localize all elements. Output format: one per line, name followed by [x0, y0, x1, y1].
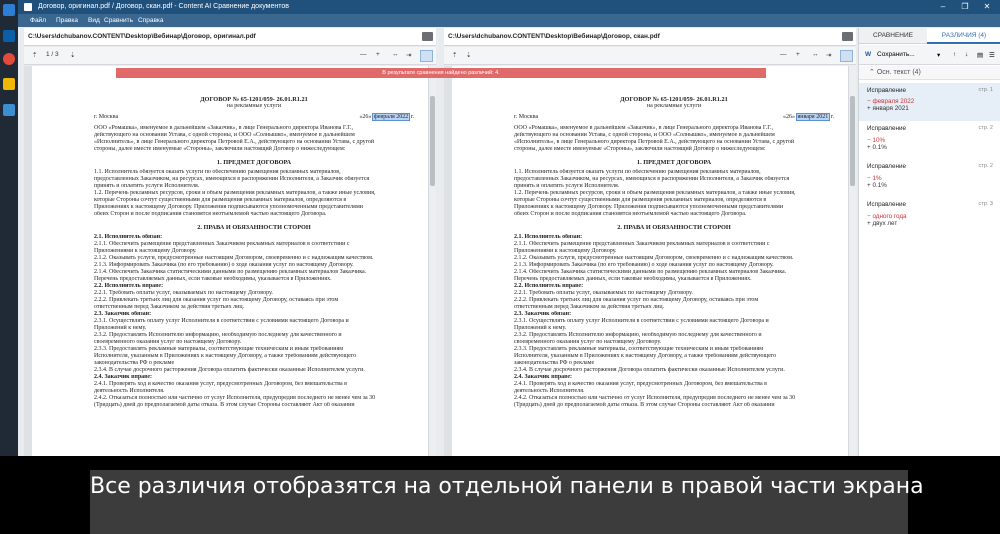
diff-highlight[interactable]: февраля 2022 — [373, 114, 409, 120]
section-1-title: 1. ПРЕДМЕТ ДОГОВОРА — [216, 159, 292, 166]
page-indicator[interactable]: 1 / 3 — [46, 51, 59, 58]
title-bar — [18, 0, 1000, 14]
difference-item[interactable]: Исправление стр. 2 − 1% + 0.1% — [867, 163, 993, 189]
app-window-icon[interactable] — [3, 104, 15, 116]
app-icon[interactable] — [3, 30, 15, 42]
file-explorer-icon[interactable] — [3, 78, 15, 90]
scrollbar-thumb[interactable] — [430, 96, 435, 186]
doc-subtitle: на рекламные услуги — [226, 103, 282, 109]
list-view-icon[interactable]: ☰ — [989, 52, 995, 59]
diff-highlight[interactable]: января 2021 — [797, 114, 829, 120]
zoom-out-icon[interactable]: — — [780, 51, 787, 58]
fit-width-icon[interactable]: ↔ — [812, 51, 819, 58]
right-path[interactable]: C:\Users\dchubanov.CONTENT\Desktop\Вебинар\Договор, скан.pdf — [448, 33, 660, 40]
left-document-text: ДОГОВОР № 65-1201/059- 26.01.R1.21 на рекламные услуги г. Москва «26» февраля 2022 г. ООО «Ромашка», именуемое в дальнейшем «Заказчик», в лице Генерального директора Иванова Г.Г., действующего на основании Устава, с одной стороны, и ООО «Солнышко», именуемое в дальнейшем «Исполнитель», в лице Генерального директора Петровой Е.А., действующего на основании Устава, с другой стороны, далее вместе именуемые «Стороны», заключили настоящий Договор о нижеследующем: 1. ПРЕДМЕТ ДОГОВОРА 1.1. Исполнитель обязуется оказать услуги по обеспечению размещения рекламных материалов, предоставленных Заказчиком, на ресурсах, имеющихся в распоряжении Исполнителя, а Заказчик обязуется принять и оплатить услуги Исполнителя. 1.2. Перечень рекламных ресурсов, сроки и объем размещения рекламных материалов, а также иные условия, которые Стороны сочтут существенными для размещения рекламных материалов, определяются в Приложениях к настоящему Договору. Приложения подписываются уполномоченными представителями обеих Сторон и после подписания становятся неотъемлемой частью настоящего Договора. 2. ПРАВА И ОБЯЗАННОСТИ СТОРОН 2.1. Исполнитель обязан: 2.1.1. Обеспечить размещение представленных Заказчиком рекламных материалов в соответствии с Приложениями к настоящему Договору. 2.1.2. Оказывать услуги, предусмотренные настоящим Договором, своевременно и с надлежащим качеством. 2.1.3. Информировать Заказчика (по его требованию) о ходе оказания услуг по настоящему Договору. 2.1.4. Обеспечить Заказчика статистическими данными по размещению рекламных материалов Заказчика. Перечень предоставляемых данных, если таковые необходимы, указывается в Приложениях. 2.2. Исполнитель вправе: 2.2.1. Требовать оплаты услуг, оказываемых по настоящему Договору. 2.2.2. Привлекать третьих лиц для оказания услуг по настоящему Договору, оставаясь при этом ответственным перед Заказчиком за действия третьих лиц. 2.3. Заказчик обязан: 2.3.1. Осуществлять оплату услуг Исполнителя в соответствии с условиями настоящего Договора и Приложений к нему. 2.3.2. Предоставлять Исполнителю информацию, необходимую последнему для качественного и своевременного оказания услуг по настоящему Договору. 2.3.3. Предоставлять рекламные материалы, соответствующие техническим и иным требованиям Исполнителя, указанным в Приложениях к настоящему Договору, а также требованиям действующего законодательства РФ о рекламе 2.3.4. В случае досрочного расторжения Договора оплатить фактически оказанные Исполнителем услуги. 2.4. Заказчик вправе: 2.4.1. Проверять ход и качество оказания услуг, предусмотренных Договором, без вмешательства в деятельность Исполнителя. 2.4.2. Отказаться полностью или частично от услуг Исполнителя, предупредив последнего не менее чем за 30 (Тридцать) дней до предполагаемой даты отказа. В этом случае Стороны составляют Акт об оказании — [94, 96, 414, 408]
section-2-title: 2. ПРАВА И ОБЯЗАННОСТИ СТОРОН — [197, 224, 311, 231]
group-header[interactable]: ⌃ Осн. текст (4) — [859, 66, 1000, 80]
menu-compare[interactable]: Сравнить — [104, 17, 133, 24]
doc-city-date: г. Москва «26» февраля 2022 г. — [94, 114, 414, 120]
fit-page-icon[interactable]: ⇥ — [826, 52, 832, 59]
difference-item[interactable]: Исправление стр. 2 − 10% + 0.1% — [867, 125, 993, 151]
right-document-pane[interactable] — [444, 66, 848, 456]
chrome-icon[interactable] — [3, 53, 15, 65]
page-up-icon[interactable]: ⇡ — [32, 52, 38, 59]
video-caption: Все различия отобразятся на отдельной панели в правой части экрана — [90, 474, 924, 499]
right-scrollbar[interactable] — [848, 66, 856, 456]
fit-width-icon[interactable]: ↔ — [392, 51, 399, 58]
fit-page-icon[interactable]: ⇥ — [406, 52, 412, 59]
doc-title: ДОГОВОР № 65-1201/059- 26.01.R1.21 — [620, 96, 728, 103]
sync-scroll-icon[interactable] — [840, 50, 853, 62]
folder-icon[interactable] — [842, 32, 853, 41]
difference-item[interactable]: Исправление стр. 3 − одного года + двух лет — [867, 201, 993, 227]
doc-subtitle: на рекламные услуги — [646, 103, 702, 109]
left-doc-toolbar — [24, 47, 436, 65]
comparison-result-banner: В результате сравнения найдено различий: 4. — [116, 68, 766, 78]
right-path-bar — [444, 28, 856, 46]
menu-view[interactable]: Вид — [88, 17, 100, 24]
page-down-icon[interactable]: ⇣ — [70, 52, 76, 59]
os-taskbar — [0, 0, 18, 534]
right-doc-toolbar — [444, 47, 856, 65]
differences-toolbar — [859, 45, 1000, 65]
differences-panel — [858, 28, 1000, 456]
doc-city-date: г. Москва «26» января 2021 г. — [514, 114, 834, 120]
windows-start-icon[interactable] — [3, 4, 15, 16]
sync-scroll-icon[interactable] — [420, 50, 433, 62]
word-icon[interactable]: W — [865, 51, 872, 58]
zoom-out-icon[interactable]: — — [360, 51, 367, 58]
delete-icon[interactable]: ▤ — [977, 52, 984, 59]
left-path[interactable]: C:\Users\dchubanov.CONTENT\Desktop\Вебинар\Договор, оригинал.pdf — [28, 33, 256, 40]
close-icon[interactable]: ✕ — [983, 2, 991, 11]
zoom-in-icon[interactable]: + — [376, 51, 380, 58]
difference-item[interactable]: Исправление стр. 1 − февраля 2022 + января 2021 — [859, 83, 1000, 121]
zoom-in-icon[interactable]: + — [796, 51, 800, 58]
left-path-bar — [24, 28, 436, 46]
page-down-icon[interactable]: ⇣ — [466, 52, 472, 59]
arrow-up-icon[interactable]: ↑ — [953, 51, 957, 58]
save-dropdown[interactable]: Сохранить... — [877, 51, 915, 58]
menu-bar — [18, 14, 1000, 27]
minimize-icon[interactable]: – — [940, 2, 946, 11]
scrollbar-thumb[interactable] — [850, 96, 855, 186]
chevron-icon: ⌃ — [869, 69, 877, 76]
maximize-icon[interactable]: ❐ — [961, 2, 969, 11]
left-document-pane[interactable] — [24, 66, 428, 456]
menu-file[interactable]: Файл — [30, 17, 46, 24]
right-page — [452, 66, 848, 456]
section-1-title: 1. ПРЕДМЕТ ДОГОВОРА — [636, 159, 712, 166]
menu-edit[interactable]: Правка — [56, 17, 78, 24]
right-document-text: ДОГОВОР № 65-1201/059- 26.01.R1.21 на рекламные услуги г. Москва «26» января 2021 г. ООО «Ромашка», именуемое в дальнейшем «Заказчик», в лице Генерального директора Иванова Г.Г., действующего на основании Устава, с одной стороны, и ООО «Солнышко», именуемое в дальнейшем «Исполнитель», в лице Генерального директора Петровой Е.А., действующего на основании Устава, с другой стороны, далее вместе именуемые «Стороны», заключили настоящий Договор о нижеследующем: 1. ПРЕДМЕТ ДОГОВОРА 1.1. Исполнитель обязуется оказать услуги по обеспечению размещения рекламных материалов, предоставленных Заказчиком, на ресурсах, имеющихся в распоряжении Исполнителя, а Заказчик обязуется принять и оплатить услуги Исполнителя. 1.2. Перечень рекламных ресурсов, сроки и объем размещения рекламных материалов, а также иные условия, которые Стороны сочтут существенными для размещения рекламных материалов, определяются в Приложениях к настоящему Договору. Приложения подписываются уполномоченными представителями обеих Сторон и после подписания становятся неотъемлемой частью настоящего Договора. 2. ПРАВА И ОБЯЗАННОСТИ СТОРОН 2.1. Исполнитель обязан: 2.1.1. Обеспечить размещение представленных Заказчиком рекламных материалов в соответствии с Приложениями к настоящему Договору. 2.1.2. Оказывать услуги, предусмотренные настоящим Договором, своевременно и с надлежащим качеством. 2.1.3. Информировать Заказчика (по его требованию) о ходе оказания услуг по настоящему Договору. 2.1.4. Обеспечить Заказчика статистическими данными по размещению рекламных материалов Заказчика. Перечень предоставляемых данных, если таковые необходимы, указывается в Приложениях. 2.2. Исполнитель вправе: 2.2.1. Требовать оплаты услуг, оказываемых по настоящему Договору. 2.2.2. Привлекать третьих лиц для оказания услуг по настоящему Договору, оставаясь при этом ответственным перед Заказчиком за действия третьих лиц. 2.3. Заказчик обязан: 2.3.1. Осуществлять оплату услуг Исполнителя в соответствии с условиями настоящего Договора и Приложений к нему. 2.3.2. Предоставлять Исполнителю информацию, необходимую последнему для качественного и своевременного оказания услуг по настоящему Договору. 2.3.3. Предоставлять рекламные материалы, соответствующие техническим и иным требованиям Исполнителя, указанным в Приложениях к настоящему Договору, а также требованиям действующего законодательства РФ о рекламе 2.3.4. В случае досрочного расторжения Договора оплатить фактически оказанные Исполнителем услуги. 2.4. Заказчик вправе: 2.4.1. Проверять ход и качество оказания услуг, предусмотренных Договором, без вмешательства в деятельность Исполнителя. 2.4.2. Отказаться полностью или частично от услуг Исполнителя, предупредив последнего не менее чем за 30 (Тридцать) дней до предполагаемой даты отказа. В этом случае Стороны составляют Акт об оказании — [514, 96, 834, 408]
chevron-down-icon[interactable]: ▾ — [937, 52, 941, 59]
section-2-title: 2. ПРАВА И ОБЯЗАННОСТИ СТОРОН — [617, 224, 731, 231]
arrow-down-icon[interactable]: ↓ — [965, 51, 969, 58]
menu-help[interactable]: Справка — [138, 17, 164, 24]
app-logo-icon — [24, 3, 32, 11]
page-up-icon[interactable]: ⇡ — [452, 52, 458, 59]
folder-icon[interactable] — [422, 32, 433, 41]
tab-differences[interactable]: РАЗЛИЧИЯ (4) — [927, 28, 1000, 44]
app-window — [18, 0, 1000, 534]
left-page — [32, 66, 428, 456]
left-scrollbar[interactable] — [428, 66, 436, 456]
doc-title: ДОГОВОР № 65-1201/059- 26.01.R1.21 — [200, 96, 308, 103]
window-title: Договор, оригинал.pdf / Договор, скан.pdf - Content AI Сравнение документов — [38, 3, 289, 10]
tab-compare[interactable]: СРАВНЕНИЕ — [859, 28, 927, 44]
